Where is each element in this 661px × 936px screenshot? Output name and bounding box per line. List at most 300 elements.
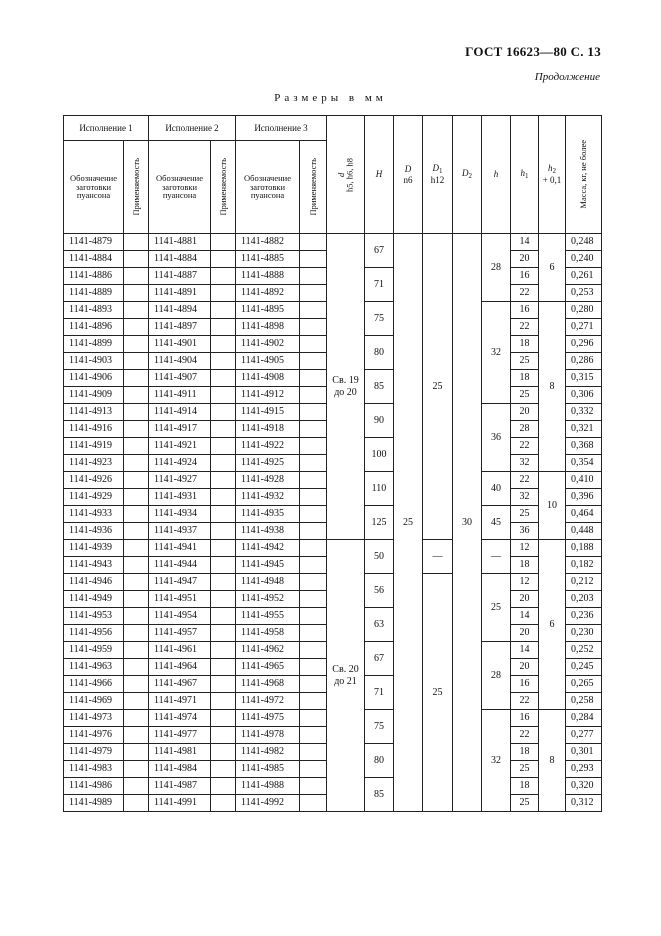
- d-range-line1: Св. 20: [332, 664, 359, 675]
- value-mass: 0,312: [566, 795, 602, 812]
- value-h1: 18: [511, 557, 539, 574]
- designation-v3: 1141-4895: [236, 302, 300, 319]
- designation-v1: 1141-4976: [64, 727, 124, 744]
- applicability-v1: [124, 659, 149, 676]
- dimensions-caption: Размеры в мм: [274, 92, 387, 104]
- col-H: H: [365, 116, 394, 234]
- value-h1: 22: [511, 319, 539, 336]
- designation-v2: 1141-4991: [149, 795, 211, 812]
- value-h: 28: [482, 234, 511, 302]
- value-D2: 30: [453, 234, 482, 812]
- designation-v1: 1141-4909: [64, 387, 124, 404]
- value-mass: 0,315: [566, 370, 602, 387]
- value-H: 85: [365, 778, 394, 812]
- value-h1: 25: [511, 387, 539, 404]
- applicability-v3: [300, 625, 327, 642]
- applicability-v1: [124, 608, 149, 625]
- value-h1: 18: [511, 336, 539, 353]
- designation-v1: 1141-4913: [64, 404, 124, 421]
- applicability-v2: [211, 761, 236, 778]
- applicability-v1: [124, 336, 149, 353]
- designation-v2: 1141-4944: [149, 557, 211, 574]
- value-h1: 20: [511, 625, 539, 642]
- designation-v1: 1141-4969: [64, 693, 124, 710]
- col-h1: $h_1$: [511, 116, 539, 234]
- designation-v1: 1141-4916: [64, 421, 124, 438]
- value-h1: 20: [511, 659, 539, 676]
- applicability-v3: [300, 540, 327, 557]
- designation-v1: 1141-4906: [64, 370, 124, 387]
- value-mass: 0,252: [566, 642, 602, 659]
- value-h1: 22: [511, 438, 539, 455]
- value-h1: 12: [511, 540, 539, 557]
- group-header-2: Исполнение 2: [149, 116, 236, 141]
- applicability-v2: [211, 234, 236, 251]
- value-mass: 0,182: [566, 557, 602, 574]
- designation-v1: 1141-4889: [64, 285, 124, 302]
- value-D: 25: [394, 234, 423, 812]
- applicability-v2: [211, 455, 236, 472]
- value-mass: 0,464: [566, 506, 602, 523]
- col-h: h: [482, 116, 511, 234]
- designation-v2: 1141-4987: [149, 778, 211, 795]
- applicability-v2: [211, 795, 236, 812]
- d-range-line2: до 21: [334, 675, 357, 687]
- value-h: 32: [482, 710, 511, 812]
- value-H: 56: [365, 574, 394, 608]
- applicability-v3: [300, 744, 327, 761]
- value-mass: 0,261: [566, 268, 602, 285]
- value-h2: 6: [539, 234, 566, 302]
- header-row-groups: [64, 116, 602, 141]
- applicability-v1: [124, 727, 149, 744]
- applicability-v2: [211, 404, 236, 421]
- applicability-v1: [124, 523, 149, 540]
- col-D1: $D_1$ h12: [423, 116, 453, 234]
- designation-header-1: Обозначение заготовки пуансона: [64, 141, 124, 234]
- group-header-3: Исполнение 3: [236, 116, 327, 141]
- value-h1: 18: [511, 370, 539, 387]
- designation-v2: 1141-4964: [149, 659, 211, 676]
- value-mass: 0,212: [566, 574, 602, 591]
- designation-v1: 1141-4896: [64, 319, 124, 336]
- designation-v3: 1141-4902: [236, 336, 300, 353]
- designation-v2: 1141-4887: [149, 268, 211, 285]
- value-mass: 0,271: [566, 319, 602, 336]
- value-mass: 0,248: [566, 234, 602, 251]
- applicability-v1: [124, 302, 149, 319]
- applicability-v1: [124, 557, 149, 574]
- designation-v1: 1141-4973: [64, 710, 124, 727]
- applicability-v1: [124, 438, 149, 455]
- applicability-v1: [124, 761, 149, 778]
- designation-v1: 1141-4933: [64, 506, 124, 523]
- value-mass: 0,258: [566, 693, 602, 710]
- applicability-v3: [300, 727, 327, 744]
- value-h1: 22: [511, 727, 539, 744]
- applicability-v1: [124, 455, 149, 472]
- designation-v3: 1141-4965: [236, 659, 300, 676]
- value-H: 67: [365, 234, 394, 268]
- applicability-v1: [124, 489, 149, 506]
- designation-v1: 1141-4943: [64, 557, 124, 574]
- designation-v2: 1141-4921: [149, 438, 211, 455]
- table-row: [64, 234, 602, 251]
- value-D1: 25: [423, 234, 453, 540]
- applicability-v1: [124, 744, 149, 761]
- value-h: —: [482, 540, 511, 574]
- applicability-v2: [211, 268, 236, 285]
- designation-v1: 1141-4989: [64, 795, 124, 812]
- designation-v3: 1141-4975: [236, 710, 300, 727]
- applicability-v1: [124, 540, 149, 557]
- applicability-v2: [211, 370, 236, 387]
- designation-v1: 1141-4919: [64, 438, 124, 455]
- designation-v3: 1141-4948: [236, 574, 300, 591]
- applicability-v1: [124, 710, 149, 727]
- designation-v2: 1141-4891: [149, 285, 211, 302]
- value-h1: 36: [511, 523, 539, 540]
- designation-v3: 1141-4942: [236, 540, 300, 557]
- designation-v1: 1141-4884: [64, 251, 124, 268]
- value-D1: 25: [423, 574, 453, 812]
- applicability-v1: [124, 251, 149, 268]
- applicability-v2: [211, 659, 236, 676]
- designation-v2: 1141-4907: [149, 370, 211, 387]
- applicability-v3: [300, 251, 327, 268]
- designation-v1: 1141-4959: [64, 642, 124, 659]
- designation-v3: 1141-4978: [236, 727, 300, 744]
- applicability-v2: [211, 693, 236, 710]
- value-h1: 16: [511, 710, 539, 727]
- applicability-v1: [124, 693, 149, 710]
- designation-v2: 1141-4914: [149, 404, 211, 421]
- designation-v2: 1141-4941: [149, 540, 211, 557]
- designation-v1: 1141-4963: [64, 659, 124, 676]
- designation-v1: 1141-4953: [64, 608, 124, 625]
- value-h: 28: [482, 642, 511, 710]
- applicability-v2: [211, 778, 236, 795]
- applicability-v3: [300, 659, 327, 676]
- applicability-v3: [300, 557, 327, 574]
- designation-v3: 1141-4908: [236, 370, 300, 387]
- designation-v1: 1141-4903: [64, 353, 124, 370]
- applicability-v2: [211, 251, 236, 268]
- value-h1: 20: [511, 251, 539, 268]
- applicability-v2: [211, 302, 236, 319]
- designation-v1: 1141-4986: [64, 778, 124, 795]
- designation-v2: 1141-4911: [149, 387, 211, 404]
- applicability-v3: [300, 285, 327, 302]
- designation-v2: 1141-4937: [149, 523, 211, 540]
- designation-v1: 1141-4936: [64, 523, 124, 540]
- applicability-v3: [300, 574, 327, 591]
- applicability-v2: [211, 319, 236, 336]
- col-mass: Масса, кг, не более: [566, 116, 602, 234]
- applicability-v2: [211, 727, 236, 744]
- value-H: 85: [365, 370, 394, 404]
- value-H: 80: [365, 336, 394, 370]
- designation-v2: 1141-4951: [149, 591, 211, 608]
- designation-v2: 1141-4971: [149, 693, 211, 710]
- applicability-v3: [300, 302, 327, 319]
- applicability-v3: [300, 761, 327, 778]
- value-h: 40: [482, 472, 511, 506]
- applicability-v2: [211, 710, 236, 727]
- designation-v1: 1141-4899: [64, 336, 124, 353]
- applicability-header-3: Применяемость: [300, 141, 327, 234]
- applicability-v3: [300, 710, 327, 727]
- applicability-v1: [124, 472, 149, 489]
- applicability-v3: [300, 472, 327, 489]
- value-h1: 20: [511, 591, 539, 608]
- value-H: 75: [365, 710, 394, 744]
- value-h1: 20: [511, 404, 539, 421]
- value-D1: —: [423, 540, 453, 574]
- value-h1: 28: [511, 421, 539, 438]
- value-h: 32: [482, 302, 511, 404]
- value-h1: 22: [511, 472, 539, 489]
- applicability-v1: [124, 421, 149, 438]
- applicability-v2: [211, 421, 236, 438]
- value-H: 90: [365, 404, 394, 438]
- value-mass: 0,286: [566, 353, 602, 370]
- value-h2: 6: [539, 540, 566, 710]
- designation-v3: 1141-4922: [236, 438, 300, 455]
- designation-v3: 1141-4885: [236, 251, 300, 268]
- designation-v3: 1141-4982: [236, 744, 300, 761]
- designation-v1: 1141-4983: [64, 761, 124, 778]
- designation-v2: 1141-4947: [149, 574, 211, 591]
- applicability-v2: [211, 591, 236, 608]
- group-header-1: Исполнение 1: [64, 116, 149, 141]
- applicability-v2: [211, 489, 236, 506]
- designation-header-3: Обозначение заготовки пуансона: [236, 141, 300, 234]
- applicability-v3: [300, 676, 327, 693]
- designation-v2: 1141-4881: [149, 234, 211, 251]
- continuation-label: Продолжение: [534, 71, 600, 83]
- designation-v2: 1141-4897: [149, 319, 211, 336]
- designation-v2: 1141-4924: [149, 455, 211, 472]
- designation-v1: 1141-4939: [64, 540, 124, 557]
- applicability-v1: [124, 353, 149, 370]
- value-h: 36: [482, 404, 511, 472]
- applicability-v3: [300, 319, 327, 336]
- designation-v1: 1141-4879: [64, 234, 124, 251]
- designation-v1: 1141-4979: [64, 744, 124, 761]
- value-H: 125: [365, 506, 394, 540]
- value-mass: 0,203: [566, 591, 602, 608]
- applicability-v2: [211, 523, 236, 540]
- applicability-v3: [300, 438, 327, 455]
- value-H: 67: [365, 642, 394, 676]
- table-row: [64, 540, 602, 557]
- value-h1: 16: [511, 676, 539, 693]
- designation-v1: 1141-4949: [64, 591, 124, 608]
- designation-v2: 1141-4884: [149, 251, 211, 268]
- value-h: 45: [482, 506, 511, 540]
- designation-v3: 1141-4925: [236, 455, 300, 472]
- d-range-line1: Св. 19: [332, 375, 359, 386]
- applicability-v1: [124, 574, 149, 591]
- value-d: [327, 540, 365, 812]
- value-mass: 0,188: [566, 540, 602, 557]
- col-h2: $h_2$ + 0,1: [539, 116, 566, 234]
- applicability-v3: [300, 778, 327, 795]
- designation-v3: 1141-4898: [236, 319, 300, 336]
- value-H: 80: [365, 744, 394, 778]
- designation-v3: 1141-4952: [236, 591, 300, 608]
- applicability-v3: [300, 387, 327, 404]
- applicability-v1: [124, 591, 149, 608]
- value-h1: 12: [511, 574, 539, 591]
- applicability-v3: [300, 336, 327, 353]
- designation-v3: 1141-4912: [236, 387, 300, 404]
- value-h1: 16: [511, 268, 539, 285]
- d-range-line2: до 20: [334, 386, 357, 398]
- designation-v3: 1141-4882: [236, 234, 300, 251]
- value-mass: 0,306: [566, 387, 602, 404]
- applicability-v1: [124, 625, 149, 642]
- value-H: 110: [365, 472, 394, 506]
- applicability-v3: [300, 455, 327, 472]
- designation-v2: 1141-4934: [149, 506, 211, 523]
- applicability-v1: [124, 319, 149, 336]
- value-h1: 32: [511, 455, 539, 472]
- applicability-v2: [211, 472, 236, 489]
- designation-v3: 1141-4968: [236, 676, 300, 693]
- applicability-v3: [300, 795, 327, 812]
- designation-v1: 1141-4929: [64, 489, 124, 506]
- value-mass: 0,332: [566, 404, 602, 421]
- designation-v3: 1141-4972: [236, 693, 300, 710]
- value-h1: 22: [511, 693, 539, 710]
- designation-v2: 1141-4984: [149, 761, 211, 778]
- designation-v3: 1141-4932: [236, 489, 300, 506]
- applicability-v1: [124, 795, 149, 812]
- designation-v1: 1141-4926: [64, 472, 124, 489]
- designation-v3: 1141-4958: [236, 625, 300, 642]
- value-h1: 14: [511, 608, 539, 625]
- designation-v2: 1141-4957: [149, 625, 211, 642]
- value-h1: 25: [511, 506, 539, 523]
- applicability-v2: [211, 744, 236, 761]
- applicability-header-1: Применяемость: [124, 141, 149, 234]
- value-mass: 0,354: [566, 455, 602, 472]
- applicability-v2: [211, 438, 236, 455]
- applicability-v2: [211, 557, 236, 574]
- value-mass: 0,296: [566, 336, 602, 353]
- applicability-header-2: Применяемость: [211, 141, 236, 234]
- applicability-v1: [124, 268, 149, 285]
- value-h1: 14: [511, 642, 539, 659]
- applicability-v3: [300, 489, 327, 506]
- col-d: d h5, h6, h8: [327, 116, 365, 234]
- value-h2: 10: [539, 472, 566, 540]
- designation-v2: 1141-4977: [149, 727, 211, 744]
- applicability-v1: [124, 387, 149, 404]
- designation-v2: 1141-4961: [149, 642, 211, 659]
- applicability-v3: [300, 608, 327, 625]
- designation-v2: 1141-4917: [149, 421, 211, 438]
- designation-v3: 1141-4905: [236, 353, 300, 370]
- value-h1: 18: [511, 778, 539, 795]
- value-d: [327, 234, 365, 540]
- value-h1: 16: [511, 302, 539, 319]
- value-mass: 0,368: [566, 438, 602, 455]
- designation-v3: 1141-4928: [236, 472, 300, 489]
- designation-v2: 1141-4974: [149, 710, 211, 727]
- designation-v3: 1141-4888: [236, 268, 300, 285]
- designation-v2: 1141-4954: [149, 608, 211, 625]
- value-H: 71: [365, 676, 394, 710]
- applicability-v2: [211, 540, 236, 557]
- applicability-v1: [124, 370, 149, 387]
- applicability-v2: [211, 387, 236, 404]
- blank-dimensions-table: [63, 115, 602, 812]
- designation-v3: 1141-4938: [236, 523, 300, 540]
- value-h1: 14: [511, 234, 539, 251]
- designation-v1: 1141-4946: [64, 574, 124, 591]
- designation-v3: 1141-4955: [236, 608, 300, 625]
- applicability-v3: [300, 268, 327, 285]
- designation-v3: 1141-4992: [236, 795, 300, 812]
- applicability-v2: [211, 506, 236, 523]
- designation-v2: 1141-4901: [149, 336, 211, 353]
- applicability-v2: [211, 353, 236, 370]
- value-mass: 0,240: [566, 251, 602, 268]
- applicability-v1: [124, 234, 149, 251]
- value-h1: 18: [511, 744, 539, 761]
- designation-v3: 1141-4935: [236, 506, 300, 523]
- applicability-v1: [124, 642, 149, 659]
- applicability-v2: [211, 625, 236, 642]
- designation-v1: 1141-4923: [64, 455, 124, 472]
- value-H: 100: [365, 438, 394, 472]
- applicability-v1: [124, 285, 149, 302]
- designation-v1: 1141-4886: [64, 268, 124, 285]
- value-mass: 0,253: [566, 285, 602, 302]
- value-mass: 0,410: [566, 472, 602, 489]
- applicability-v2: [211, 642, 236, 659]
- value-h1: 32: [511, 489, 539, 506]
- applicability-v1: [124, 778, 149, 795]
- value-h1: 25: [511, 795, 539, 812]
- value-h1: 25: [511, 353, 539, 370]
- applicability-v3: [300, 642, 327, 659]
- designation-v3: 1141-4985: [236, 761, 300, 778]
- designation-v2: 1141-4981: [149, 744, 211, 761]
- value-mass: 0,320: [566, 778, 602, 795]
- designation-v3: 1141-4988: [236, 778, 300, 795]
- designation-v2: 1141-4967: [149, 676, 211, 693]
- applicability-v1: [124, 506, 149, 523]
- value-h: 25: [482, 574, 511, 642]
- applicability-v2: [211, 285, 236, 302]
- value-mass: 0,245: [566, 659, 602, 676]
- value-mass: 0,321: [566, 421, 602, 438]
- applicability-v3: [300, 234, 327, 251]
- col-D2: $D_2$: [453, 116, 482, 234]
- value-h1: 22: [511, 285, 539, 302]
- applicability-v1: [124, 404, 149, 421]
- value-h2: 8: [539, 302, 566, 472]
- value-mass: 0,301: [566, 744, 602, 761]
- value-H: 71: [365, 268, 394, 302]
- designation-v2: 1141-4931: [149, 489, 211, 506]
- value-mass: 0,230: [566, 625, 602, 642]
- value-mass: 0,284: [566, 710, 602, 727]
